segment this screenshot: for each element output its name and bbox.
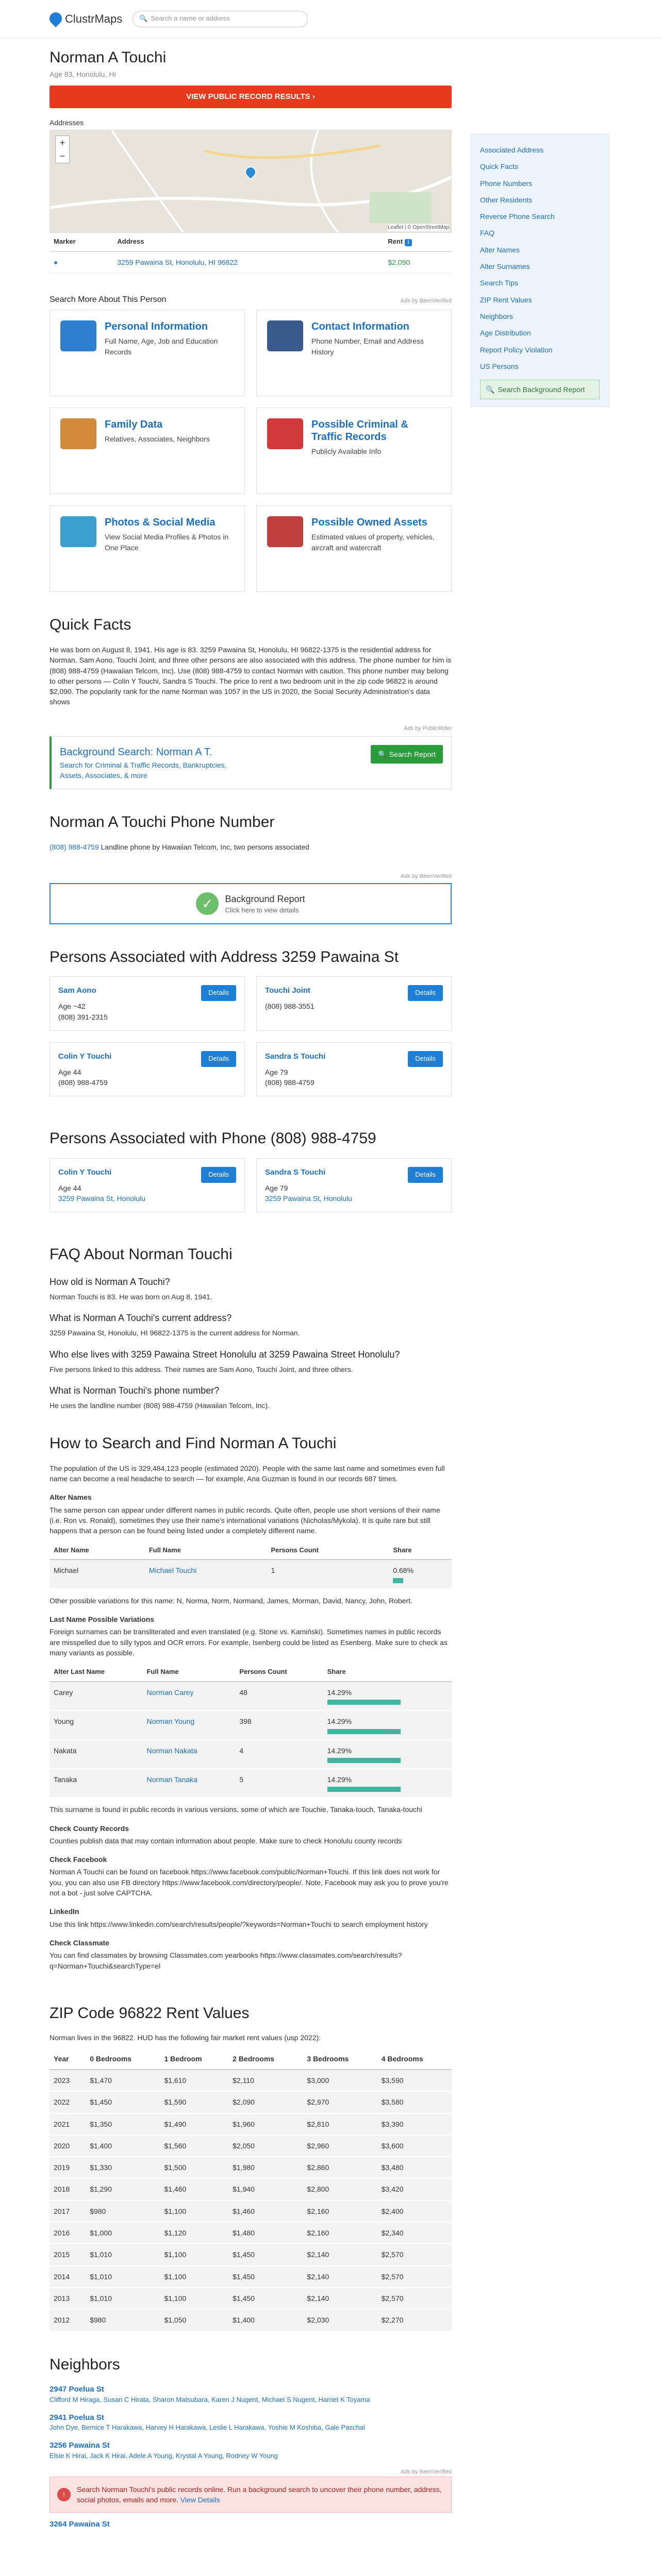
search-card[interactable]: Contact Information Phone Number, Email and Address History [256, 310, 452, 396]
full-name-link[interactable]: Norman Tanaka [142, 1769, 235, 1798]
faq-question: How old is Norman A Touchi? [49, 1276, 170, 1287]
full-name-link[interactable]: Michael Touchi [145, 1560, 267, 1588]
details-button[interactable]: Details [408, 985, 443, 1001]
card-icon [60, 320, 96, 351]
card-icon [267, 418, 303, 449]
ads-label: Ads by BeenVerified [400, 298, 452, 304]
map-credit: Leaflet | © OpenStreetMap [388, 224, 449, 232]
person-age: Age 44 [58, 1067, 81, 1076]
person-card [49, 976, 245, 1030]
sidebar-item[interactable]: Alter Names [480, 245, 520, 254]
search-card[interactable]: Possible Criminal & Traffic Records Publicly Available Info [256, 408, 452, 494]
search-report-button[interactable]: 🔍 Search Report [371, 745, 443, 764]
person-name-link[interactable]: Sandra S Touchi [265, 1052, 326, 1061]
info-icon[interactable]: i [405, 239, 412, 246]
table-row: Michael Michael Touchi 1 0.68% [49, 1560, 452, 1588]
details-button[interactable]: Details [408, 1167, 443, 1183]
rent-value: $2,090 [384, 251, 452, 273]
person-name-link[interactable]: Colin Y Touchi [58, 1167, 112, 1177]
full-name-link[interactable]: Norman Carey [142, 1682, 235, 1710]
search-more-cards [49, 310, 452, 592]
full-name-link[interactable]: Norman Nakata [142, 1740, 235, 1769]
details-button[interactable]: Details [201, 1167, 236, 1183]
page-title: Norman A Touchi [49, 49, 167, 66]
share-bar [327, 1729, 401, 1734]
sidebar [470, 134, 609, 407]
zoom-out-button[interactable]: − [59, 151, 65, 162]
neighbor-people[interactable]: Clifford M Hiraga, Susan C Hirata, Sharon Matsubara, Karen J Nugent, Michael S Nugent, Harriet K Toyama [49, 2395, 370, 2403]
person-addr[interactable]: 3259 Pawaina St, Honolulu [265, 1194, 352, 1202]
search-more-title: Search More About This Person [49, 295, 167, 304]
table-row: Young Norman Young 398 14.29% [49, 1710, 452, 1739]
share-bar [393, 1578, 403, 1583]
alert-icon: ! [57, 2488, 71, 2501]
person-phone: (808) 988-4759 [58, 1078, 108, 1087]
header [0, 0, 662, 38]
table-row: 2021 $1,350 $1,490 $1,960 $2,810 $3,390 [49, 2113, 452, 2135]
sidebar-item[interactable]: ZIP Rent Values [480, 295, 532, 304]
map-marker-icon: ● [54, 258, 58, 266]
card-icon [60, 418, 96, 449]
person-card [256, 1042, 452, 1096]
map-zoom-controls[interactable] [55, 135, 70, 163]
persons-phone-title: Persons Associated with Phone (808) 988-4759 [49, 1130, 376, 1147]
table-row: 2023 $1,470 $1,610 $2,110 $3,000 $3,590 [49, 2070, 452, 2091]
person-name-link[interactable]: Sam Aono [58, 986, 96, 995]
search-input[interactable]: 🔍 Search a name or address [133, 11, 308, 27]
neighbor-item [49, 2384, 452, 2405]
table-row: 2015 $1,010 $1,100 $1,450 $2,140 $2,570 [49, 2244, 452, 2265]
sidebar-item[interactable]: Age Distribution [480, 329, 531, 337]
page-subtitle: Age 83, Honolulu, HI [49, 70, 117, 78]
faq-answer: Norman Touchi is 83. He was born on Aug 8, 1941. [49, 1292, 212, 1301]
table-row: Carey Norman Carey 48 14.29% [49, 1682, 452, 1710]
address-table: Marker Address Rent i ● 3259 Pawaina St, Honolulu, HI 96822 $2,090 [49, 233, 452, 273]
search-card[interactable]: Family Data Relatives, Associates, Neighbors [49, 408, 245, 494]
table-row: 2017 $980 $1,100 $1,460 $2,160 $2,400 [49, 2200, 452, 2222]
zoom-in-button[interactable]: + [59, 138, 65, 148]
details-button[interactable]: Details [408, 1051, 443, 1067]
faq-answer: Five persons linked to this address. Their names are Sam Aono, Touchi Joint, and three others. [49, 1365, 353, 1374]
zip-title: ZIP Code 96822 Rent Values [49, 2004, 250, 2022]
search-icon: 🔍 [139, 14, 148, 23]
addresses-label: Addresses [49, 118, 84, 127]
table-row [49, 251, 452, 273]
person-age: Age 79 [265, 1183, 288, 1192]
checkmark-icon: ✓ [196, 892, 219, 915]
background-alert[interactable]: ! Search Norman Touchi's public records online. Run a background search to uncover their phone number, address, social photos, emails and more. View Details [49, 2477, 452, 2513]
alter-names-table: Alter Name Full Name Persons Count Share Michael Michael Touchi 1 0.68% [49, 1541, 452, 1589]
table-row: Tanaka Norman Tanaka 5 14.29% [49, 1769, 452, 1798]
person-age: Age 44 [58, 1183, 81, 1192]
map-roads [50, 130, 452, 233]
share-bar [327, 1787, 401, 1792]
person-name-link[interactable]: Colin Y Touchi [58, 1052, 112, 1061]
address-link[interactable]: 3259 Pawaina St, Honolulu, HI 96822 [117, 258, 238, 266]
sidebar-item[interactable]: US Persons [480, 362, 519, 370]
person-card [49, 1042, 245, 1096]
map[interactable] [49, 130, 452, 233]
neighbor-address[interactable]: 3256 Pawaina St [49, 2441, 110, 2450]
sidebar-item[interactable]: Search Tips [480, 279, 518, 287]
search-card[interactable]: Photos & Social Media View Social Media Profiles & Photos in One Place [49, 505, 245, 592]
faq-question: What is Norman A Touchi's current address? [49, 1313, 232, 1324]
full-name-link[interactable]: Norman Young [142, 1710, 235, 1739]
logo-pin-icon [47, 10, 64, 28]
alter-surnames-table: Alter Last Name Full Name Persons Count Share Carey Norman Carey 48 14.29% Young Norman Young 398 14.29% Nakata Norman Nakata 4 14.29% Tanaka Norman Tanaka 5 14.29% [49, 1663, 452, 1798]
faq-question: Who else lives with 3259 Pawaina Street Honolulu at 3259 Pawaina Street Honolulu? [49, 1349, 400, 1360]
table-row: 2019 $1,330 $1,500 $1,980 $2,860 $3,480 [49, 2157, 452, 2178]
sidebar-item[interactable]: Alter Surnames [480, 262, 530, 271]
table-row: 2012 $980 $1,050 $1,400 $2,030 $2,270 [49, 2309, 452, 2331]
table-row: 2013 $1,010 $1,100 $1,450 $2,140 $2,570 [49, 2287, 452, 2309]
details-button[interactable]: Details [201, 1051, 236, 1067]
person-name-link[interactable]: Sandra S Touchi [265, 1167, 326, 1177]
table-row: 2020 $1,400 $1,560 $2,050 $2,960 $3,600 [49, 2135, 452, 2157]
sidebar-item[interactable]: Quick Facts [480, 162, 518, 171]
background-search-box[interactable]: Background Search: Norman A T. Search for Criminal & Traffic Records, Bankruptcies, Assets, Associates, & more 🔍 Search Report [49, 736, 452, 790]
sidebar-item[interactable]: Other Residents [480, 195, 533, 204]
search-card[interactable]: Possible Owned Assets Estimated values of property, vehicles, aircraft and watercraft [256, 505, 452, 592]
search-background-report-button[interactable]: 🔍 Search Background Report [480, 380, 600, 399]
sidebar-item[interactable]: Phone Numbers [480, 179, 533, 188]
view-public-record-button[interactable]: VIEW PUBLIC RECORD RESULTS › [49, 86, 452, 108]
person-phone: (808) 391-2315 [58, 1012, 108, 1021]
logo[interactable]: ClustrMaps [49, 11, 122, 27]
zip-rent-table: Year 0 Bedrooms 1 Bedroom 2 Bedrooms 3 Bedrooms 4 Bedrooms 2023 $1,470 $1,610 $2,110 $3,000 $3,590 2022 $1,450 $1,590 $2,090 $2,970 $3,580 2021 $1,350 $1,490 $1,960 $2,810 $3,390 2020 $1,400 $1,560 $2,050 $2,960 $3,600 2019 $1,330 $1,500 $1,980 $2,860 $3,480 2018 $1,290 $1,460 $1,940 $2,800 $3,420 2017 $980 $1,100 $1,460 $2,160 $2,400 2016 $1,000 $1,120 $1,480 $2,160 $2,340 2015 $1,010 $1,100 $1,450 $2,140 $2,570 2014 $1,010 $1,100 $1,450 $2,140 $2,570 2013 $1,010 $1,100 $1,450 $2,140 $2,570 2012 $980 $1,050 $1,400 $2,030 $2,270 [49, 2048, 452, 2332]
search-icon: 🔍 [486, 385, 495, 394]
card-icon [60, 516, 96, 547]
neighbor-address[interactable]: 2947 Poelua St [49, 2385, 104, 2394]
table-row: 2022 $1,450 $1,590 $2,090 $2,970 $3,580 [49, 2091, 452, 2113]
table-row: 2018 $1,290 $1,460 $1,940 $2,800 $3,420 [49, 2178, 452, 2200]
neighbor-people[interactable]: John Dye, Bernice T Harakawa, Harvey H Harakawa, Leslie L Harakawa, Yoshie M Koshiba, Gale Paschal [49, 2424, 365, 2432]
share-bar [327, 1700, 401, 1705]
persons-address-title: Persons Associated with Address 3259 Pawaina St [49, 948, 399, 965]
person-card [256, 976, 452, 1030]
person-name-link[interactable]: Touchi Joint [265, 986, 311, 995]
table-row: Nakata Norman Nakata 4 14.29% [49, 1740, 452, 1769]
faq-answer: He uses the landline number (808) 988-4759 (Hawaiian Telcom, Inc). [49, 1401, 270, 1410]
quick-facts-text: He was born on August 8, 1941. His age is 83. 3259 Pawaina St, Honolulu, HI 96822-1375 is the residential address for Norman. Sam Aono, Touchi Joint, and three other persons are also associated with this address. The phone number for him is (808) 988-4759 (Hawaiian Telcom, Inc). Use (808) 988-4759 to contact Norman with caution. This phone number may belong to other persons — Colin Y Touchi, Sandra S Touchi. The price to rent a two bedroom unit in the zip code 96822 is around $2,090. The popularity rank for the name Norman was 1057 in the US in 2020, the Social Security Administration's data shows [49, 645, 452, 706]
neighbor-item [49, 2440, 452, 2461]
person-phone: (808) 988-4759 [265, 1078, 315, 1087]
faq-title: FAQ About Norman Touchi [49, 1246, 233, 1263]
view-details-link[interactable]: View Details [180, 2496, 220, 2504]
person-age: Age ~42 [58, 1002, 86, 1011]
person-card [49, 1158, 245, 1212]
details-button[interactable]: Details [201, 985, 236, 1001]
person-age: Age 79 [265, 1067, 288, 1076]
person-addr[interactable]: 3259 Pawaina St, Honolulu [58, 1194, 145, 1202]
neighbors-title: Neighbors [49, 2355, 120, 2373]
table-row: 2014 $1,010 $1,100 $1,450 $2,140 $2,570 [49, 2266, 452, 2287]
share-bar [327, 1758, 401, 1763]
phone-link[interactable]: (808) 988-4759 [49, 842, 99, 851]
sidebar-item[interactable]: FAQ [480, 229, 495, 238]
card-icon [267, 516, 303, 547]
table-row: 2016 $1,000 $1,120 $1,480 $2,160 $2,340 [49, 2222, 452, 2244]
sidebar-item[interactable]: Report Policy Violation [480, 345, 553, 354]
sidebar-item[interactable]: Reverse Phone Search [480, 212, 555, 221]
background-report-box[interactable]: ✓ Background Report Click here to view details [49, 883, 452, 924]
howto-title: How to Search and Find Norman A Touchi [49, 1435, 337, 1452]
card-icon [267, 320, 303, 351]
quick-facts-title: Quick Facts [49, 616, 131, 634]
neighbor-address[interactable]: 2941 Poelua St [49, 2413, 104, 2422]
sidebar-item[interactable]: Neighbors [480, 312, 513, 320]
neighbor-address[interactable]: 3264 Pawaina St [49, 2520, 110, 2529]
neighbor-people[interactable]: Elsie K Hirai, Jack K Hirai, Adele A Young, Krystal A Young, Rodney W Young [49, 2451, 278, 2460]
neighbor-item [49, 2412, 452, 2433]
phone-title: Norman A Touchi Phone Number [49, 814, 275, 831]
faq-answer: 3259 Pawaina St, Honolulu, HI 96822-1375 is the current address for Norman. [49, 1329, 300, 1337]
search-card[interactable]: Personal Information Full Name, Age, Job and Education Records [49, 310, 245, 396]
person-card [256, 1158, 452, 1212]
faq-question: What is Norman Touchi's phone number? [49, 1385, 220, 1396]
person-phone: (808) 988-3551 [265, 1002, 315, 1011]
sidebar-item[interactable]: Associated Address [480, 146, 543, 154]
